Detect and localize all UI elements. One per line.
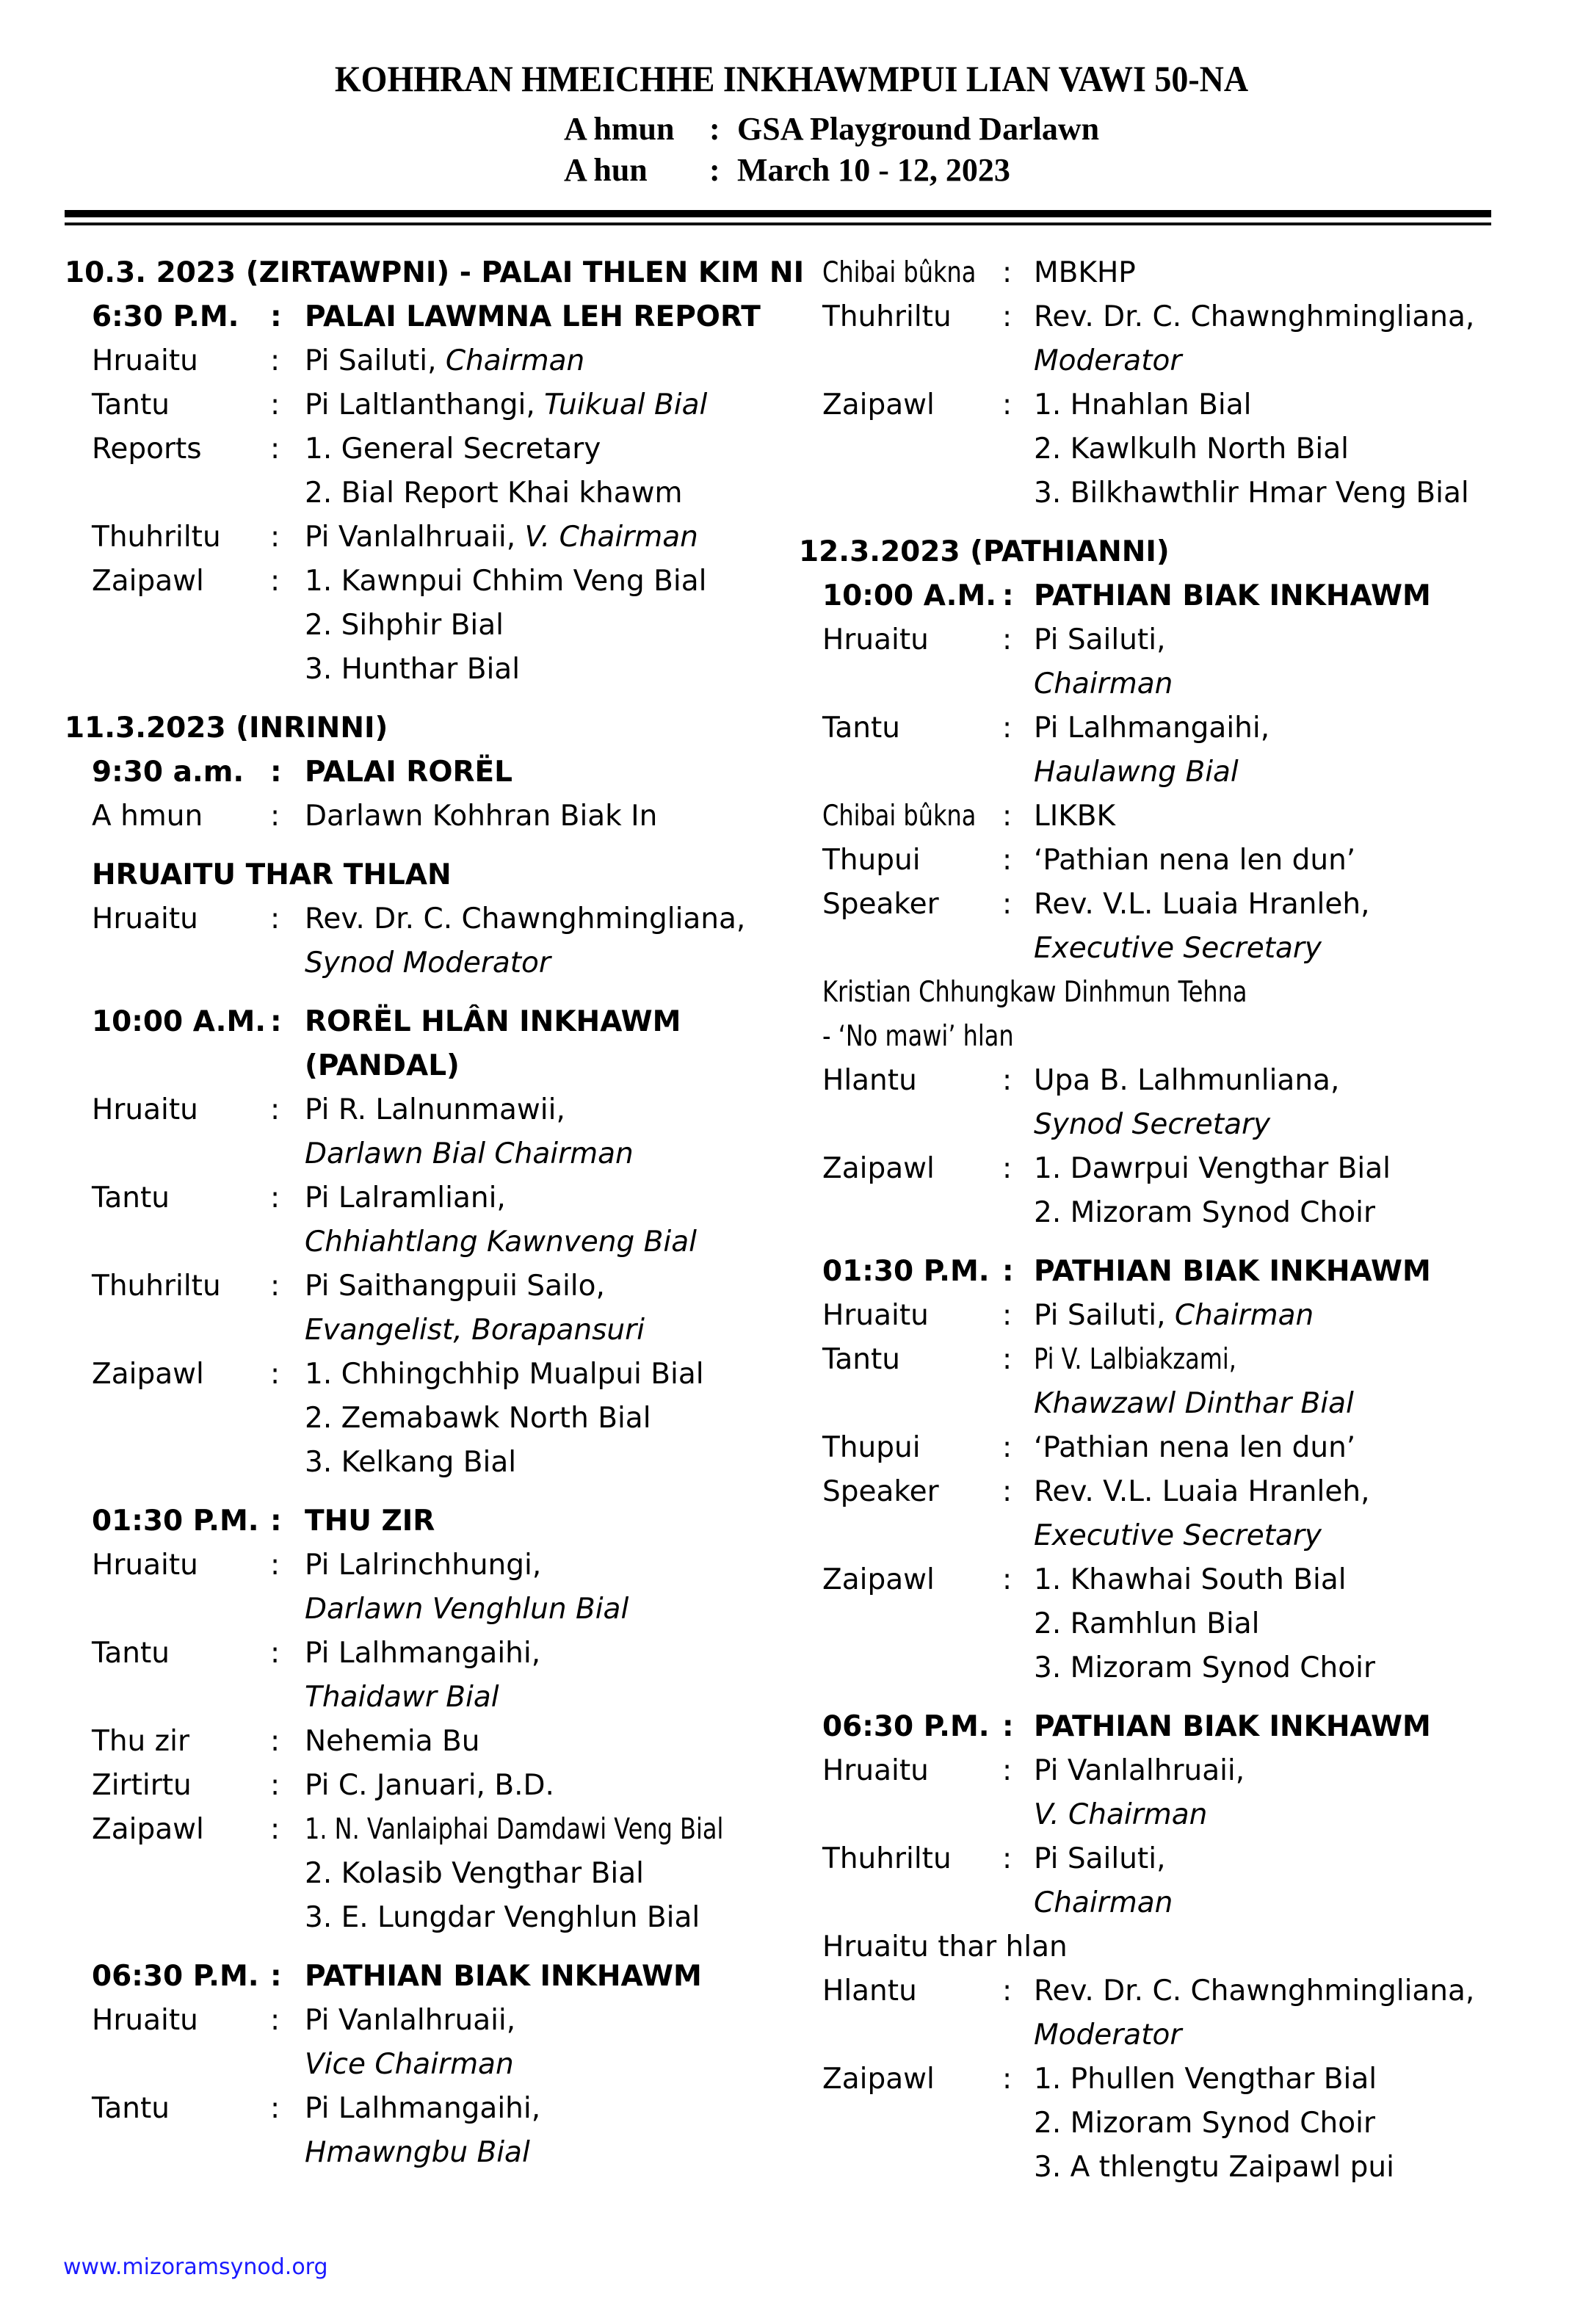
day-heading bbox=[0, 530, 1583, 574]
colon: : bbox=[270, 565, 280, 598]
program-row bbox=[0, 2146, 1583, 2190]
colon: : bbox=[270, 1270, 280, 1303]
person-role: Chairman bbox=[1174, 1299, 1314, 1332]
row-label: Zirtirtu bbox=[92, 1769, 192, 1802]
row-label: Hruaitu bbox=[92, 1093, 198, 1126]
row-label: Thupui bbox=[822, 1431, 921, 1464]
colon: : bbox=[1002, 1431, 1013, 1464]
row-label: Hruaitu bbox=[92, 344, 198, 377]
colon: : bbox=[1002, 1563, 1013, 1596]
person-role: V. Chairman bbox=[524, 521, 698, 554]
person-name: Pi Sailuti, bbox=[1034, 1842, 1166, 1875]
colon: : bbox=[1002, 579, 1014, 612]
program-row bbox=[0, 1749, 1583, 1793]
program-row bbox=[0, 1925, 1583, 1969]
list-item: 1. General Secretary bbox=[305, 432, 601, 466]
row-label: Hruaitu bbox=[822, 623, 929, 656]
election-heading: HRUAITU THAR THLAN bbox=[92, 858, 452, 891]
session-title: PATHIAN BIAK INKHAWM bbox=[1034, 1710, 1431, 1743]
row-label: Zaipawl bbox=[92, 565, 204, 598]
colon: : bbox=[270, 1005, 282, 1038]
row-value: LIKBK bbox=[1034, 800, 1116, 833]
colon: : bbox=[270, 2092, 280, 2125]
program-row bbox=[0, 2013, 1583, 2057]
colon: : bbox=[1002, 1152, 1013, 1185]
session-time: 06:30 P.M. bbox=[822, 1710, 990, 1743]
row-value: Nehemia Bu bbox=[305, 1725, 480, 1758]
row-label: Tantu bbox=[92, 2092, 170, 2125]
list-item: 3. Mizoram Synod Choir bbox=[1034, 1651, 1375, 1684]
colon: : bbox=[270, 1769, 280, 1802]
program-row bbox=[0, 750, 1583, 794]
person-role: Khawzawl Dinthar Bial bbox=[1034, 1387, 1354, 1420]
person-role: Chhiahtlang Kawnveng Bial bbox=[305, 1226, 697, 1259]
colon: : bbox=[270, 1181, 280, 1215]
list-item: 1. Khawhai South Bial bbox=[1034, 1563, 1347, 1596]
list-item: 3. Hunthar Bial bbox=[305, 653, 521, 686]
row-label: Speaker bbox=[822, 888, 939, 921]
colon: : bbox=[270, 1505, 282, 1538]
program-row bbox=[0, 427, 1583, 471]
person-name: Pi Vanlalhruaii, bbox=[1034, 1754, 1245, 1787]
person-name: Rev. Dr. C. Chawnghmingliana, bbox=[305, 902, 746, 935]
person-name: Upa B. Lalhmunliana, bbox=[1034, 1064, 1340, 1097]
colon: : bbox=[270, 800, 280, 833]
list-item: 2. Sihphir Bial bbox=[305, 609, 504, 642]
program-row bbox=[0, 1059, 1583, 1103]
session-time: 01:30 P.M. bbox=[92, 1505, 259, 1538]
person-name: Pi R. Lalnunmawii, bbox=[305, 1093, 565, 1126]
colon: : bbox=[1002, 1343, 1013, 1376]
person-role: Synod Moderator bbox=[305, 946, 551, 980]
person-name: Pi Saithangpuii Sailo, bbox=[305, 1270, 605, 1303]
list-item: 2. Kolasib Vengthar Bial bbox=[305, 1857, 644, 1890]
colon: : bbox=[270, 902, 280, 935]
person-role: Hmawngbu Bial bbox=[305, 2136, 530, 2169]
program-row bbox=[0, 618, 1583, 662]
program-row bbox=[0, 1514, 1583, 1558]
colon: : bbox=[270, 432, 280, 466]
colon: : bbox=[1002, 1754, 1013, 1787]
venue-colon: : bbox=[709, 111, 720, 147]
colon: : bbox=[1002, 844, 1013, 877]
list-item: 2. Bial Report Khai khawm bbox=[305, 477, 683, 510]
program-row bbox=[0, 662, 1583, 706]
list-item: 3. Kelkang Bial bbox=[305, 1446, 517, 1479]
session-title: PATHIAN BIAK INKHAWM bbox=[1034, 579, 1431, 612]
person-name: Pi Lalhmangaihi, bbox=[305, 1637, 541, 1670]
session-header bbox=[0, 1705, 1583, 1749]
program-row bbox=[0, 1015, 1583, 1059]
session-header bbox=[0, 574, 1583, 618]
person-role: Evangelist, Borapansuri bbox=[305, 1314, 645, 1347]
row-value bbox=[1034, 1294, 1314, 1338]
row-label: Chibai bûkna bbox=[822, 800, 977, 833]
person-name: Pi V. Lalbiakzami, bbox=[1034, 1343, 1236, 1376]
row-label: Hlantu bbox=[822, 1974, 917, 2008]
colon: : bbox=[270, 756, 282, 789]
document-title: KOHHRAN HMEICHHE INKHAWMPUI LIAN VAWI 50-NA bbox=[334, 58, 1249, 99]
program-row bbox=[0, 1793, 1583, 1837]
list-item: 2. Ramhlun Bial bbox=[1034, 1607, 1260, 1640]
program-row bbox=[0, 883, 1583, 927]
day3-heading: 12.3.2023 (PATHIANNI) bbox=[799, 535, 1170, 568]
session-time: 10:00 A.M. bbox=[92, 1005, 267, 1038]
row-label: Tantu bbox=[92, 1637, 170, 1670]
person-role: Thaidawr Bial bbox=[305, 1681, 499, 1714]
colon: : bbox=[1002, 1475, 1013, 1508]
colon: : bbox=[270, 1093, 280, 1126]
row-value: MBKHP bbox=[1034, 256, 1136, 289]
person-role: Chairman bbox=[445, 344, 585, 377]
row-label: Zaipawl bbox=[822, 2063, 935, 2096]
list-item: 2. Kawlkulh North Bial bbox=[1034, 432, 1349, 466]
program-row bbox=[0, 839, 1583, 883]
program-row bbox=[0, 1470, 1583, 1514]
session-time: 06:30 P.M. bbox=[92, 1960, 259, 1993]
colon: : bbox=[1002, 888, 1013, 921]
program-row bbox=[0, 2057, 1583, 2102]
row-label: Hruaitu bbox=[822, 1754, 929, 1787]
colon: : bbox=[1002, 623, 1013, 656]
colon: : bbox=[270, 521, 280, 554]
program-row bbox=[0, 1646, 1583, 1690]
list-item: 1. Chhingchhip Mualpui Bial bbox=[305, 1358, 704, 1391]
date-value: March 10 - 12, 2023 bbox=[737, 152, 1010, 188]
header-divider-thick bbox=[65, 210, 1491, 217]
list-item: 1. Dawrpui Vengthar Bial bbox=[1034, 1152, 1391, 1185]
colon: : bbox=[1002, 1974, 1013, 2008]
program-row bbox=[0, 295, 1583, 339]
colon: : bbox=[1002, 300, 1013, 333]
recognition-subtitle: - ‘No mawi’ hlan bbox=[822, 1020, 1014, 1053]
person-role: Tuikual Bial bbox=[544, 388, 708, 421]
person-role: Synod Secretary bbox=[1034, 1108, 1271, 1141]
day1-heading: 10.3. 2023 (ZIRTAWPNI) - PALAI THLEN KIM NI bbox=[65, 256, 805, 289]
colon: : bbox=[1002, 1842, 1013, 1875]
program-row bbox=[0, 2102, 1583, 2146]
session-title: (PANDAL) bbox=[305, 1049, 460, 1082]
installation-title: Hruaitu thar hlan bbox=[822, 1930, 1068, 1963]
row-label: A hmun bbox=[92, 800, 203, 833]
person-name: Pi Vanlalhruaii, bbox=[305, 2004, 516, 2037]
row-label: Thuhriltu bbox=[92, 521, 221, 554]
colon: : bbox=[270, 344, 280, 377]
program-row bbox=[0, 971, 1583, 1015]
row-label: Hruaitu bbox=[92, 1549, 198, 1582]
session-title: PATHIAN BIAK INKHAWM bbox=[1034, 1255, 1431, 1288]
session-title: PALAI LAWMNA LEH REPORT bbox=[305, 300, 761, 333]
program-row bbox=[0, 339, 1583, 383]
list-item: 3. A thlengtu Zaipawl pui bbox=[1034, 2151, 1394, 2184]
person-role: Executive Secretary bbox=[1034, 932, 1322, 965]
person-role: Darlawn Venghlun Bial bbox=[305, 1593, 629, 1626]
person-name: Rev. V.L. Luaia Hranleh, bbox=[1034, 888, 1370, 921]
program-row bbox=[0, 706, 1583, 750]
colon: : bbox=[270, 2004, 280, 2037]
program-row bbox=[0, 1881, 1583, 1925]
person-role: Chairman bbox=[1034, 667, 1173, 701]
session-title: RORËL HLÂN INKHAWM bbox=[305, 1005, 681, 1038]
header-divider-thin bbox=[65, 222, 1491, 225]
session-title: PATHIAN BIAK INKHAWM bbox=[305, 1960, 702, 1993]
program-row bbox=[0, 1969, 1583, 2013]
colon: : bbox=[270, 1960, 282, 1993]
row-label: Tantu bbox=[92, 388, 170, 421]
colon: : bbox=[1002, 2063, 1013, 2096]
person-name: Rev. Dr. C. Chawnghmingliana, bbox=[1034, 1974, 1475, 2008]
program-row bbox=[0, 251, 1583, 295]
list-item: 1. N. Vanlaiphai Damdawi Veng Bial bbox=[305, 1813, 724, 1846]
person-name: Pi Vanlalhruaii, bbox=[305, 521, 525, 554]
program-row bbox=[0, 1426, 1583, 1470]
person-name: Pi Sailuti, bbox=[305, 344, 446, 377]
colon: : bbox=[270, 300, 282, 333]
program-row bbox=[0, 1294, 1583, 1338]
row-label: Reports bbox=[92, 432, 202, 466]
row-value: ‘Pathian nena len dun’ bbox=[1034, 1431, 1356, 1464]
row-label: Thuhriltu bbox=[92, 1270, 221, 1303]
colon: : bbox=[1002, 712, 1013, 745]
program-row bbox=[0, 1558, 1583, 1602]
list-item: 1. Phullen Vengthar Bial bbox=[1034, 2063, 1377, 2096]
program-row bbox=[0, 1191, 1583, 1235]
person-name: Pi Lalrinchhungi, bbox=[305, 1549, 542, 1582]
row-label: Tantu bbox=[822, 1343, 900, 1376]
right-column bbox=[0, 251, 1583, 2190]
row-label: Zaipawl bbox=[92, 1358, 204, 1391]
row-label: Hruaitu bbox=[822, 1299, 929, 1332]
program-row bbox=[0, 383, 1583, 427]
person-name: Pi Sailuti, bbox=[1034, 1299, 1175, 1332]
session-time: 9:30 a.m. bbox=[92, 756, 244, 789]
program-row bbox=[0, 794, 1583, 839]
row-label: Tantu bbox=[92, 1181, 170, 1215]
list-item: 1. Kawnpui Chhim Veng Bial bbox=[305, 565, 707, 598]
colon: : bbox=[1002, 1064, 1013, 1097]
colon: : bbox=[270, 1549, 280, 1582]
row-label: Speaker bbox=[822, 1475, 939, 1508]
row-value: Darlawn Kohhran Biak In bbox=[305, 800, 658, 833]
colon: : bbox=[1002, 1255, 1014, 1288]
colon: : bbox=[270, 1725, 280, 1758]
person-role: Vice Chairman bbox=[305, 2048, 514, 2081]
row-label: Chibai bûkna bbox=[822, 256, 977, 289]
recognition-title: Kristian Chhungkaw Dinhmun Tehna bbox=[822, 976, 1247, 1009]
session-header bbox=[0, 1250, 1583, 1294]
row-label: Zaipawl bbox=[822, 1563, 935, 1596]
row-value: Pi C. Januari, B.D. bbox=[305, 1769, 554, 1802]
list-item: 3. Bilkhawthlir Hmar Veng Bial bbox=[1034, 477, 1469, 510]
person-role: V. Chairman bbox=[1034, 1798, 1208, 1831]
venue-value: GSA Playground Darlawn bbox=[737, 111, 1100, 147]
session-time: 6:30 P.M. bbox=[92, 300, 239, 333]
row-label: Hlantu bbox=[822, 1064, 917, 1097]
row-label: Thuhriltu bbox=[822, 1842, 952, 1875]
session-time: 01:30 P.M. bbox=[822, 1255, 990, 1288]
website-link[interactable]: www.mizoramsynod.org bbox=[63, 2254, 328, 2280]
person-name: Pi Lalhmangaihi, bbox=[305, 2092, 541, 2125]
colon: : bbox=[1002, 1299, 1013, 1332]
person-role: Chairman bbox=[1034, 1886, 1173, 1919]
row-label: Zaipawl bbox=[822, 1152, 935, 1185]
day2-heading: 11.3.2023 (INRINNI) bbox=[65, 712, 388, 745]
person-role: Darlawn Bial Chairman bbox=[305, 1137, 634, 1170]
row-label: Thupui bbox=[822, 844, 921, 877]
person-name: Rev. Dr. C. Chawnghmingliana, bbox=[1034, 300, 1475, 333]
person-role: Moderator bbox=[1034, 2019, 1182, 2052]
row-label: Hruaitu bbox=[92, 902, 198, 935]
row-label: Zaipawl bbox=[92, 1813, 204, 1846]
colon: : bbox=[270, 1637, 280, 1670]
program-row bbox=[0, 1837, 1583, 1881]
session-title: PALAI RORËL bbox=[305, 756, 513, 789]
colon: : bbox=[270, 388, 280, 421]
session-title: THU ZIR bbox=[305, 1505, 435, 1538]
date-colon: : bbox=[709, 152, 720, 188]
program-row bbox=[0, 1103, 1583, 1147]
program-row bbox=[0, 471, 1583, 515]
program-row bbox=[0, 1382, 1583, 1426]
person-name: Pi Laltlanthangi, bbox=[305, 388, 545, 421]
person-name: Rev. V.L. Luaia Hranleh, bbox=[1034, 1475, 1370, 1508]
row-label: Thuhriltu bbox=[822, 300, 952, 333]
person-name: Pi Lalramliani, bbox=[305, 1181, 506, 1215]
program-row bbox=[0, 1338, 1583, 1382]
list-item: 3. E. Lungdar Venghlun Bial bbox=[305, 1901, 700, 1934]
row-label: Thu zir bbox=[92, 1725, 189, 1758]
person-name: Pi Sailuti, bbox=[1034, 623, 1166, 656]
colon: : bbox=[1002, 800, 1013, 833]
list-item: 1. Hnahlan Bial bbox=[1034, 388, 1252, 421]
colon: : bbox=[270, 1813, 280, 1846]
row-label: Hruaitu bbox=[92, 2004, 198, 2037]
colon: : bbox=[270, 1358, 280, 1391]
list-item: 2. Mizoram Synod Choir bbox=[1034, 1196, 1375, 1229]
colon: : bbox=[1002, 388, 1013, 421]
list-item: 2. Zemabawk North Bial bbox=[305, 1402, 651, 1435]
person-role: Haulawng Bial bbox=[1034, 756, 1239, 789]
person-role: Executive Secretary bbox=[1034, 1519, 1322, 1552]
date-label: A hun bbox=[564, 152, 648, 188]
session-time: 10:00 A.M. bbox=[822, 579, 997, 612]
program-row bbox=[0, 927, 1583, 971]
person-role: Moderator bbox=[1034, 344, 1182, 377]
program-row bbox=[0, 1147, 1583, 1191]
row-label: Tantu bbox=[822, 712, 900, 745]
row-label: Zaipawl bbox=[822, 388, 935, 421]
row-value: ‘Pathian nena len dun’ bbox=[1034, 844, 1356, 877]
program-row bbox=[0, 1602, 1583, 1646]
list-item: 2. Mizoram Synod Choir bbox=[1034, 2107, 1375, 2140]
person-name: Pi Lalhmangaihi, bbox=[1034, 712, 1270, 745]
venue-label: A hmun bbox=[564, 111, 675, 147]
colon: : bbox=[1002, 1710, 1014, 1743]
colon: : bbox=[1002, 256, 1013, 289]
